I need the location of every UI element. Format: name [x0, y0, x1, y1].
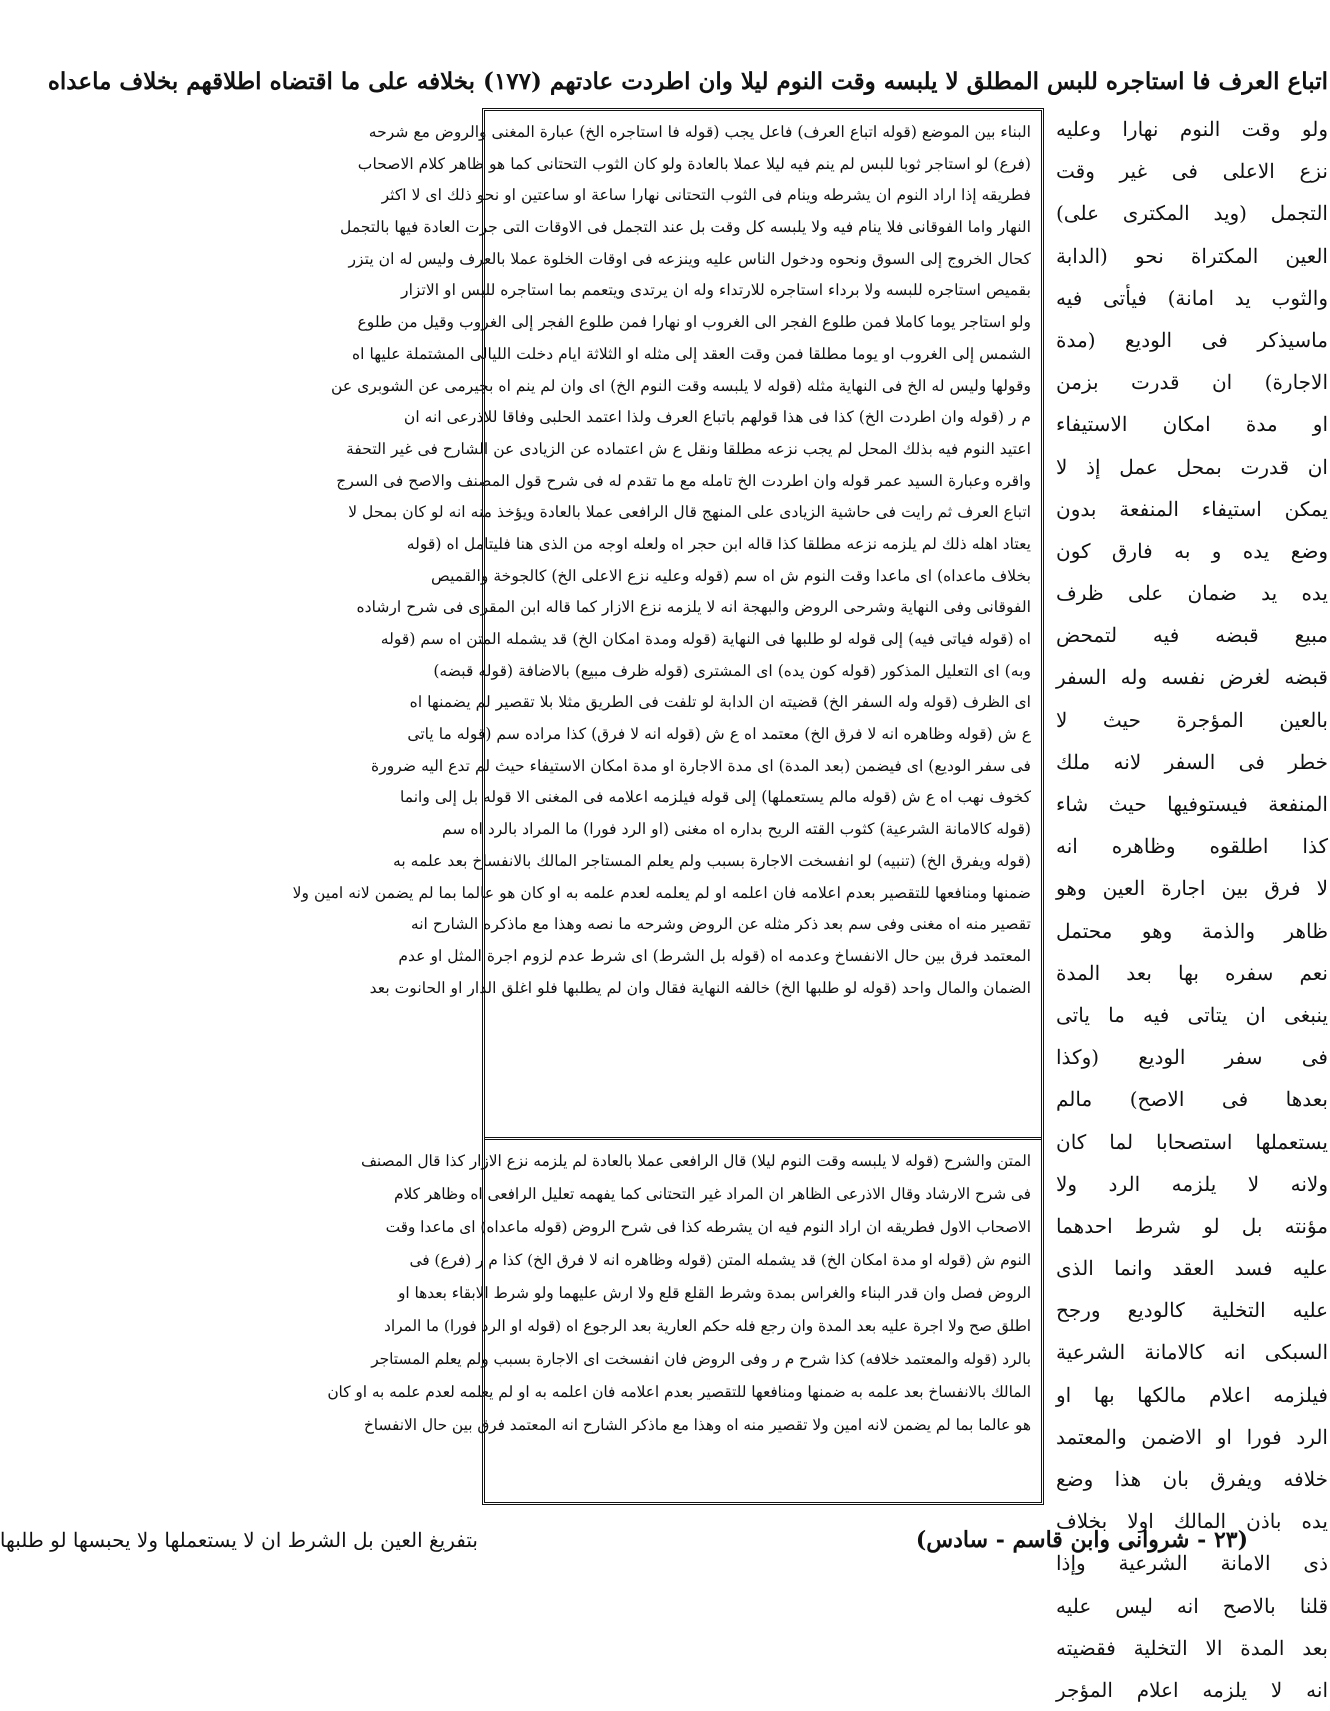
matn-line: الرد فورا او الاضمن والمعتمد — [1056, 1424, 1328, 1449]
matn-line: التجمل (ويد المكترى على) — [1056, 201, 1328, 226]
matn-line: ان قدرت بمحل عمل إذ لا — [1056, 454, 1328, 479]
matn-line: ماسيذكر فى الوديع (مدة — [1056, 327, 1328, 352]
matn-line: ولو وقت النوم نهارا وعليه — [1056, 117, 1328, 141]
sharh-line: وقولها وليس له الخ فى النهاية مثله (قوله لا يلبسه وقت النوم الخ) اى وان لم ينم اه بجيرمى عن الشوبرى عن — [330, 376, 1031, 395]
matn-line: مبيع قبضه فيه لتمحض — [1056, 623, 1328, 648]
sharh-line: م ر (قوله وان اطردت الخ) كذا فى هذا قولهم باتباع العرف ولذا اعتمد الحلبى وفاقا للاذرعى انه ان — [403, 408, 1031, 427]
matn-line: كذا اطلقوه وظاهره انه — [1056, 834, 1328, 859]
sharh-line: النوم ش (قوله او مدة امكان الخ) قد يشمله المتن (قوله وظاهره انه لا فرق الخ) كذا م ر (فرع) فى — [409, 1251, 1031, 1269]
matn-line: العين المكتراة نحو (الدابة — [1056, 243, 1328, 268]
matn-line: بعد المدة الا التخلية فقضيته — [1056, 1635, 1328, 1660]
sharh-line: فطريقه إذا اراد النوم ان يشرطه وينام فى الثوب التحتانى نهارا ساعة او ساعتين او نحو ذلك اى لا اكثر — [381, 186, 1031, 205]
matn-line: مؤنته بل لو شرط احدهما — [1056, 1213, 1328, 1238]
matn-line: السبكى انه كالامانة الشرعية — [1056, 1340, 1328, 1365]
sharh-line: المتن والشرح (قوله لا يلبسه وقت النوم ليلا) قال الرافعى عملا بالعادة لم يلزمه نزع الازار كذا قال المصنف — [361, 1152, 1031, 1170]
matn-line: عليه التخلية كالوديع ورجح — [1056, 1298, 1328, 1323]
matn-line: بالعين المؤجرة حيث لا — [1056, 707, 1328, 732]
matn-line: نزع الاعلى فى غير وقت — [1056, 159, 1328, 184]
sharh-line: فى شرح الارشاد وقال الاذرعى الظاهر ان المراد غير التحتانى كما يفهمه تعليل الرافعى اه وظاهر كلام — [394, 1185, 1031, 1203]
sharh-line: اطلق صح ولا اجرة عليه بعد المدة وان رجع فله حكم العارية بعد الرجوع اه (قوله او الرد فورا) ما المراد — [384, 1317, 1031, 1335]
matn-line: فيلزمه اعلام مالكها بها او — [1056, 1382, 1328, 1407]
matn-line: الاجارة) ان قدرت بزمن — [1056, 370, 1328, 395]
sharh-line: ولو استاجر يوما كاملا فمن طلوع الفجر الى الغروب او نهارا فمن طلوع الفجر إلى الغروب وقيل من طلوع — [357, 313, 1031, 332]
sharh-line: يعتاد اهله ذلك لم يلزمه نزعه مطلقا كذا قاله ابن حجر اه ولعله اوجه من الذى هنا فليتامل اه (قوله — [406, 534, 1031, 553]
sharh-line: واقره وعبارة السيد عمر قوله وان اطردت الخ تامله مع ما تقدم له فى شرح قول المصنف والاصح فى السرج — [336, 471, 1031, 490]
sharh-line: وبه) اى التعليل المذكور (قوله كون يده) اى المشترى (قوله ظرف مبيع) بالاضافة (قوله قبضه) — [433, 661, 1031, 680]
sharh-line: الفوقانى وفى النهاية وشرحى الروض والبهجة انه لا يلزمه نزع الازار كما قاله ابن المقرى فى شرح ارشاده — [356, 598, 1031, 617]
sharh-line: (فرع) لو استاجر ثوبا للبس لم ينم فيه ليلا عملا بالعادة ولو كان الثوب التحتانى كما هو ظاهر كلام الاصحاب — [357, 154, 1031, 173]
sharh-line: هو عالما بما لم يضمن لانه امين ولا تقصير منه اه وهذا مع ماذكر الشارح انه المعتمد فرق بين حال الانفساخ — [363, 1416, 1031, 1434]
sharh-line: اه (قوله فياتى فيه) إلى قوله لو طلبها فى النهاية (قوله ومدة امكان الخ) قد يشمله المتن اه سم (قوله — [380, 630, 1031, 648]
sharh-line: ضمنها ومنافعها للتقصير بعدم اعلامه فان اعلمه او لم يعلمه لعدم علمه به او كان هو عالما بما لم يضمن لانه امين ولا — [292, 883, 1031, 902]
sharh-line: بقميص استاجره للبسه ولا برداء استاجره للارتداء وله ان يرتدى ويتعمم بما استاجره للبس او الاتزار — [401, 281, 1031, 300]
matn-line: قلنا بالاصح انه ليس عليه — [1056, 1593, 1328, 1618]
sharh-line: النهار واما الفوقانى فلا ينام فيه ولا يلبسه كل وقت بل عند التجمل فى الاوقات التى جرت العادة فيها بالتجمل — [340, 218, 1031, 237]
sharh-line: اى الظرف (قوله وله السفر الخ) قضيته ان الدابة لو تلفت فى الطريق مثلا بلا تقصير لم يضمنها اه — [409, 693, 1031, 712]
matn-line: يستعملها استصحابا لما كان — [1056, 1129, 1328, 1154]
sharh-line: الضمان والمال واحد (قوله لو طلبها الخ) خالفه النهاية فقال وان لم يطلبها فلو اغلق الدار او الحانوت بعد — [369, 978, 1031, 997]
running-header: اتباع العرف فا استاجره للبس المطلق لا يلبسه وقت النوم ليلا وان اطردت عادتهم (١٧٧) بخلافه على ما اقتضاه اطلاقهم بخلاف ماعداه — [47, 68, 1328, 95]
sharh-line: الروض فصل وان قدر البناء والغراس بمدة وشرط القلع قلع ولا ارش عليهما ولو شرط الابقاء بعدها او — [398, 1284, 1031, 1302]
sharh-line: ع ش (قوله وظاهره انه لا فرق الخ) معتمد اه ع ش (قوله انه لا فرق) كذا مراده سم (قوله ما ياتى — [407, 725, 1031, 744]
matn-line: لا فرق بين اجارة العين وهو — [1056, 876, 1328, 901]
matn-line: قبضه لغرض نفسه وله السفر — [1056, 665, 1328, 690]
matn-line: انه لا يلزمه اعلام المؤجر — [1056, 1677, 1328, 1702]
matn-line: يمكن استيفاء المنفعة بدون — [1056, 496, 1328, 521]
sharh-line: المعتمد فرق بين حال الانفساخ وعدمه اه (قوله بل الشرط) اى شرط عدم لزوم اجرة المثل او عدم — [398, 946, 1031, 965]
sharh-line: المالك بالانفساخ بعد علمه به ضمنها ومنافعها للتقصير بعدم اعلامه فان اعلمه به او لم يعلمه لعدم علمه به او كان — [327, 1383, 1031, 1401]
matn-line: ظاهر والذمة وهو محتمل — [1056, 918, 1328, 943]
sharh-line: (قوله كالامانة الشرعية) كثوب القته الريح بداره اه مغنى (او الرد فورا) ما المراد بالرد اه سم — [441, 820, 1031, 839]
sharh-line: فى سفر الوديع) اى فيضمن (بعد المدة) اى مدة الاجارة او مدة امكان الاستيفاء حيث لم تدع اليه ضرورة — [371, 756, 1031, 775]
commentary-frame — [292, 108, 1044, 1505]
matn-line: والثوب يد امانة) فيأتى فيه — [1056, 285, 1328, 310]
sharh-line: البناء بين الموضع (قوله اتباع العرف) فاعل يجب (قوله فا استاجره الخ) عبارة المغنى والروض مع شرحه — [368, 123, 1031, 141]
sharh-upper-commentary — [292, 117, 1031, 1132]
sharh-line: بخلاف ماعداه) اى ماعدا وقت النوم ش اه سم (قوله وعليه نزع الاعلى الخ) كالجوخة والقميص — [431, 566, 1031, 585]
sharh-line: الاصحاب الاول فطريقه ان اراد النوم فيه ان يشرطه كذا فى شرح الروض (قوله ماعداه) اى ماعدا وقت — [385, 1218, 1031, 1236]
sharh-line: اعتيد النوم فيه بذلك المحل لم يجب نزعه مطلقا ونقل ع ش اعتماده عن الزيادى عن الشارح فى غير التحفة — [346, 439, 1031, 458]
matn-line: خلافه ويفرق بان هذا وضع — [1056, 1467, 1328, 1491]
matn-line: يده باذن المالك اولا بخلاف — [1056, 1509, 1328, 1534]
sharh-line: تقصير منه اه مغنى وفى سم بعد ذكر مثله عن الروض وشرحه ما نصه وهذا مع ماذكره الشارح انه — [410, 915, 1031, 934]
matn-line: عليه فسد العقد وانما الذى — [1056, 1256, 1328, 1281]
sharh-line: الشمس إلى الغروب او يوما مطلقا فمن وقت العقد إلى مثله او الثلاثة ايام دخلت الليالى المشتملة عليها اه — [351, 344, 1031, 363]
sharh-line: (قوله ويفرق الخ) (تنبيه) لو انفسخت الاجارة بسبب ولم يعلم المستاجر المالك بالانفساخ بعد علمه به — [392, 851, 1031, 870]
matn-line: يده يد ضمان على ظرف — [1056, 581, 1328, 606]
commentary-divider — [485, 1137, 1041, 1140]
matn-line: بعدها فى الاصح) مالم — [1056, 1087, 1328, 1112]
matn-line: وضع يده و به فارق كون — [1056, 538, 1328, 563]
matn-line: فى سفر الوديع (وكذا — [1056, 1045, 1328, 1070]
matn-line: ينبغى ان يتاتى فيه ما ياتى — [1056, 1002, 1328, 1027]
footer-page-info: (٢٣ - شروانى وابن قاسم - سادس) — [915, 1527, 1248, 1553]
sharh-line: اتباع العرف ثم رايت فى حاشية الزيادى على المنهج قال الرافعى عملا بالعادة ويؤخذ منه انه لو كان بمحل لا — [348, 503, 1031, 522]
footer-continuation-text: بتفريغ العين بل الشرط ان لا يستعملها ولا يحبسها لو طلبها — [0, 1528, 478, 1552]
sharh-line: كخوف نهب اه ع ش (قوله مالم يستعملها) إلى قوله فيلزمه اعلامه فى المغنى الا قوله بل إلى وانما — [399, 788, 1031, 807]
sharh-line: بالرد (قوله والمعتمد خلافه) كذا شرح م ر وفى الروض فان انفسخت اى الاجارة بسبب ولم يعلم المستاجر — [371, 1350, 1031, 1368]
sharh-lower-commentary — [327, 1145, 1031, 1501]
sharh-line: كحال الخروج إلى السوق ونحوه ودخول الناس عليه وينزعه فى اوقات الخلوة عملا بالعرف وليس له ان يتزر — [348, 249, 1031, 268]
matn-column — [1056, 108, 1328, 1702]
matn-line: نعم سفره بها بعد المدة — [1056, 960, 1328, 985]
matn-line: او مدة امكان الاستيفاء — [1056, 412, 1328, 437]
matn-line: خطر فى السفر لانه ملك — [1056, 749, 1328, 774]
matn-line: المنفعة فيستوفيها حيث شاء — [1056, 792, 1328, 816]
matn-line: ولانه لا يلزمه الرد ولا — [1056, 1171, 1328, 1196]
matn-line: ذى الامانة الشرعية وإذا — [1056, 1551, 1328, 1576]
